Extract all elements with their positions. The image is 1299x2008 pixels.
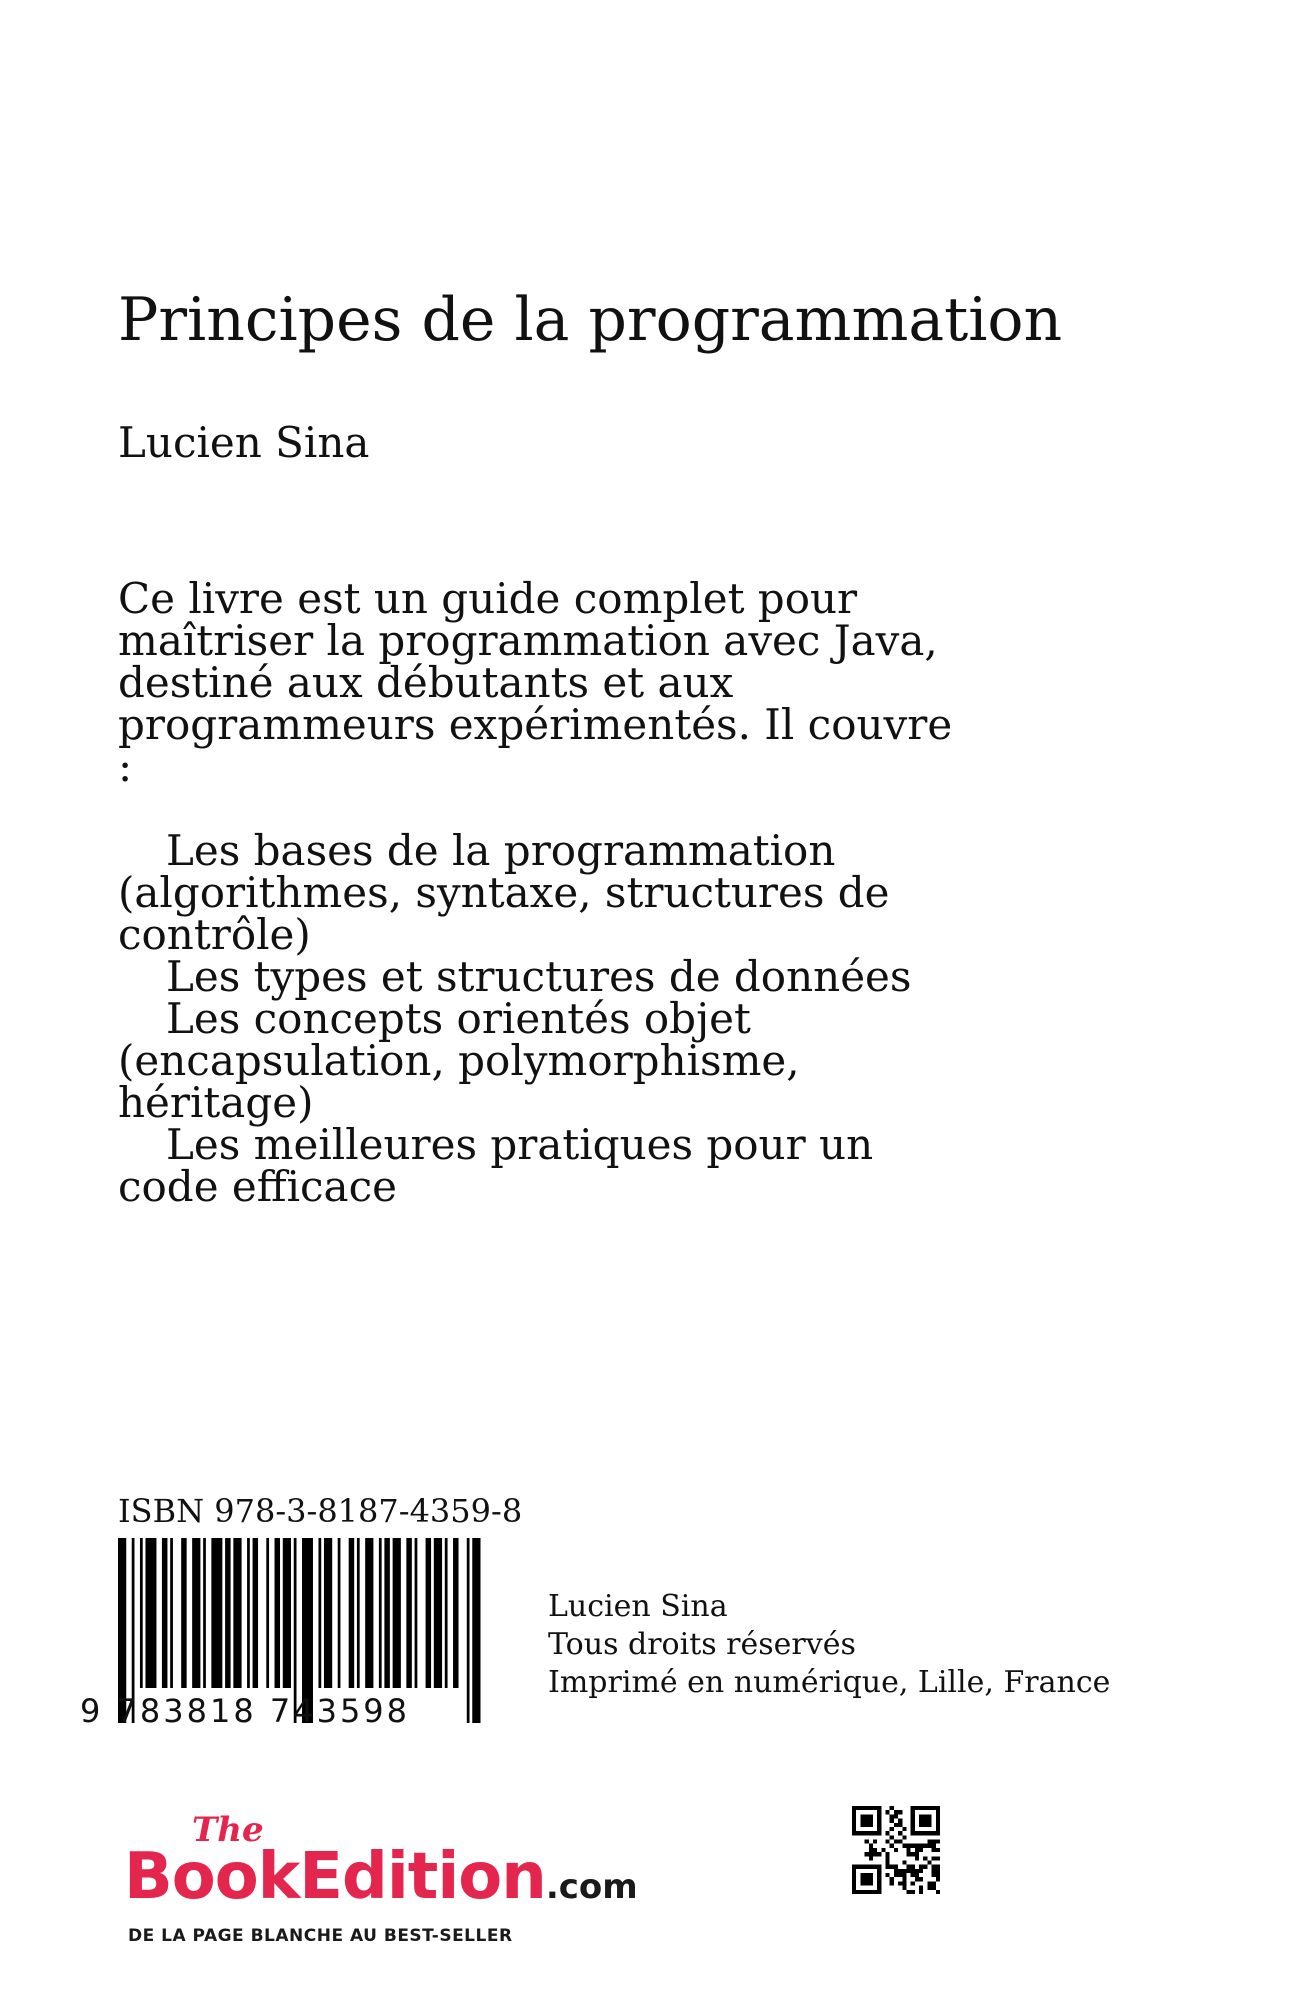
logo-com-text: .com — [545, 1867, 638, 1907]
qr-code-icon — [852, 1806, 940, 1894]
blurb-topic: Les bases de la programmation (algorithmes, syntaxe, structures de contrôle) — [118, 826, 890, 959]
logo-the: The — [192, 1810, 264, 1850]
imprint-rights: Tous droits réservés — [548, 1627, 856, 1662]
book-title: Principes de la programmation — [118, 285, 1063, 355]
imprint-block — [548, 1588, 1110, 1702]
publisher-logo — [124, 1810, 724, 1960]
back-cover-blurb — [118, 574, 978, 1211]
blurb-topic: Les meilleures pratiques pour un code efficace — [118, 1120, 874, 1211]
logo-main-text: BookEdition — [124, 1840, 546, 1914]
logo-tagline: DE LA PAGE BLANCHE AU BEST-SELLER — [128, 1926, 513, 1946]
blurb-topic: Les concepts orientés objet (encapsulation, polymorphisme, héritage) — [118, 994, 800, 1127]
blurb-intro: Ce livre est un guide complet pour maîtriser la programmation avec Java, destiné aux débutants et aux programmeurs expérimentés. Il couvre : — [118, 574, 953, 791]
barcode-digits: 9 783818 743598 — [80, 1692, 411, 1730]
book-author: Lucien Sina — [118, 418, 370, 467]
imprint-author: Lucien Sina — [548, 1589, 728, 1624]
imprint-location: Imprimé en numérique, Lille, France — [548, 1665, 1111, 1700]
blurb-topic: Les types et structures de données — [166, 952, 912, 1001]
isbn-label: ISBN 978-3-8187-4359-8 — [118, 1492, 523, 1530]
logo-wordmark — [124, 1840, 638, 1914]
